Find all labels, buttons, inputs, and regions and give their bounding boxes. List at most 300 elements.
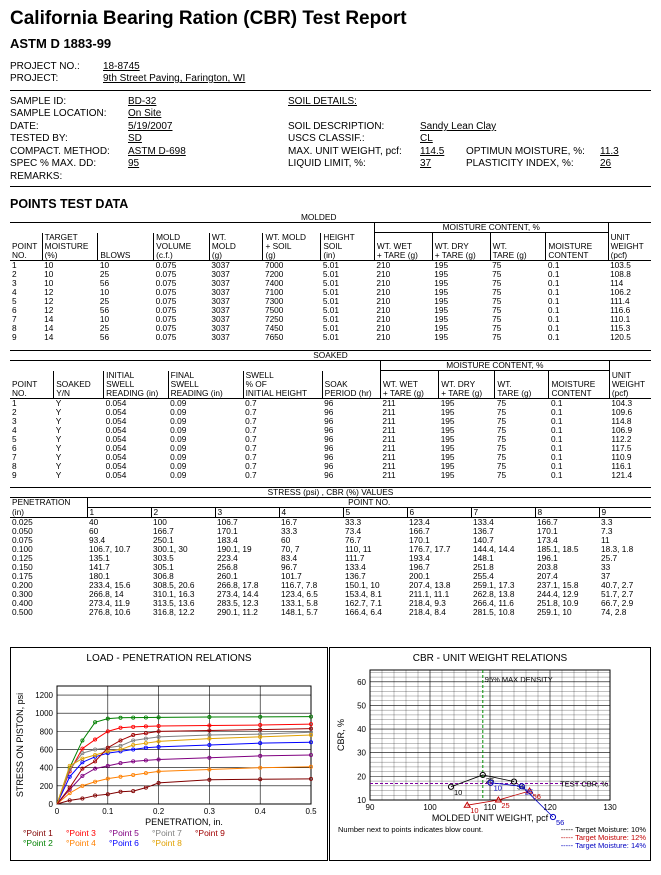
stress-cell: 166.7	[409, 526, 430, 536]
y-tick-label: 200	[39, 781, 53, 791]
molded-cell: 0.1	[547, 322, 560, 333]
legend-item: °Point 4	[66, 838, 96, 848]
blow-count-label: 25	[524, 787, 534, 797]
soaked-col-header: WT. TARE (g)	[495, 371, 549, 399]
compact-method: ASTM D-698	[128, 146, 186, 157]
molded-cell: 10	[99, 259, 110, 270]
molded-cell: 10	[44, 277, 54, 288]
legend-item: ----- Target Moisture: 10%	[560, 825, 646, 834]
stress-col-header: 3	[215, 508, 279, 518]
molded-cell: 10	[99, 286, 110, 297]
stress-cell: 308.5, 20.6	[153, 580, 195, 590]
stress-cell: 0.050	[12, 526, 33, 536]
soaked-cell: 106.9	[611, 424, 633, 435]
stress-cell: 110, 11	[345, 544, 372, 554]
soaked-cell: 0.09	[170, 415, 187, 426]
soaked-cell: 0.7	[245, 424, 257, 435]
molded-cell: 210	[376, 268, 391, 279]
soaked-cell: Y	[55, 451, 62, 462]
molded-cell: 7	[12, 313, 17, 324]
stress-cell: 116.7, 7.8	[281, 580, 318, 590]
soaked-row	[10, 471, 651, 480]
molded-cell: 195	[434, 295, 449, 306]
soaked-cell: 0.09	[170, 433, 187, 444]
divider	[10, 186, 651, 187]
molded-cell: 0.075	[155, 286, 177, 297]
liquid-limit: 37	[420, 158, 432, 169]
molded-cell: 1	[12, 259, 17, 270]
stress-cell: 144.4, 14.4	[473, 544, 515, 554]
stress-cell: 153.4, 8.1	[345, 589, 382, 599]
blow-count-label: 56	[532, 792, 541, 802]
stress-cell: 218.4, 9.3	[409, 598, 446, 608]
sample-location: On Site	[128, 108, 162, 119]
stress-cell: 0.100	[12, 544, 33, 554]
stress-col-header: 2	[151, 508, 215, 518]
soaked-cell: 195	[440, 451, 455, 462]
x-axis-label: MOLDED UNIT WEIGHT, pcf	[431, 813, 549, 823]
legend-item: °Point 5	[109, 828, 139, 838]
stress-cell: 3.3	[601, 517, 613, 527]
soaked-cell: 211	[382, 433, 396, 444]
soaked-cell: 75	[496, 451, 507, 462]
soaked-col-header: POINT NO.	[10, 371, 54, 399]
remarks-label: REMARKS:	[10, 171, 63, 182]
molded-cell: 0.1	[547, 259, 560, 270]
soaked-cell: 5	[12, 433, 17, 444]
stress-cell: 0.200	[12, 580, 33, 590]
blow-count-label: 56	[517, 782, 526, 792]
project-no: 18-8745	[103, 61, 140, 72]
soaked-cell: 0.1	[550, 442, 563, 453]
molded-cell: 195	[434, 322, 449, 333]
soaked-cell: 96	[324, 415, 334, 426]
x-axis-label: PENETRATION, in.	[145, 817, 223, 827]
y-tick-label: 20	[357, 772, 366, 782]
molded-moisture-group: MOISTURE CONTENT, %	[374, 223, 608, 233]
soaked-cell: 0.09	[170, 451, 187, 462]
stress-cell: 133.4	[345, 562, 366, 572]
molded-col-header: POINT NO.	[10, 233, 42, 261]
stress-cell: 166.4, 6.4	[345, 607, 382, 617]
molded-cell: 7300	[264, 295, 284, 306]
date-label: DATE:	[10, 121, 39, 132]
soaked-cell: 0.09	[170, 460, 187, 471]
stress-cell: 123.4, 6.5	[281, 589, 318, 599]
soaked-cell: 0.7	[245, 469, 257, 480]
stress-cell: 193.4	[409, 553, 430, 563]
molded-cell: 75	[492, 286, 502, 297]
soaked-cell: 195	[440, 415, 455, 426]
x-tick-label: 0.1	[102, 807, 114, 816]
stress-cell: 283.5, 12.3	[217, 598, 259, 608]
soaked-cell: 0.054	[105, 469, 127, 480]
soaked-cell: 0.1	[550, 433, 563, 444]
stress-cell: 111.7	[345, 553, 365, 563]
chart-note: Number next to points indicates blow count.	[338, 825, 484, 834]
stress-cell: 40.7, 2.7	[601, 580, 634, 590]
legend-item: ----- Target Moisture: 14%	[560, 841, 646, 850]
blow-count-label: 10	[470, 806, 479, 816]
legend-item: °Point 6	[109, 838, 139, 848]
molded-row	[10, 333, 651, 342]
soaked-cell: 0.7	[245, 406, 257, 417]
stress-cell: 170.1	[409, 535, 430, 545]
stress-cell: 0.125	[12, 553, 33, 563]
molded-cell: 8	[12, 322, 17, 333]
stress-cell: 176.7, 17.7	[409, 544, 451, 554]
cbr-unit-weight-panel	[329, 647, 651, 861]
opt-moisture: 11.3	[600, 146, 619, 157]
stress-cell: 183.4	[217, 535, 238, 545]
molded-cell: 108.8	[610, 268, 631, 279]
stress-cell: 33.3	[345, 517, 362, 527]
legend-item: °Point 1	[23, 828, 53, 838]
pen-unit: (in)	[10, 508, 87, 518]
stress-cell: 259.1, 10	[537, 607, 572, 617]
molded-col-header: TARGET MOISTURE (%)	[42, 233, 98, 261]
soaked-cell: 0.7	[245, 415, 257, 426]
molded-cell: 3037	[211, 286, 230, 297]
stress-cell: 136.7	[345, 571, 366, 581]
soaked-cell: 0.054	[105, 433, 127, 444]
y-tick-label: 400	[39, 763, 53, 773]
molded-cell: 195	[434, 331, 449, 342]
molded-cell: 5.01	[322, 295, 339, 306]
stress-cell: 133.4	[473, 517, 494, 527]
y-tick-label: 60	[357, 677, 366, 687]
stress-cell: 150.1, 10	[345, 580, 380, 590]
soaked-cell: Y	[55, 460, 62, 471]
soaked-cell: Y	[55, 442, 62, 453]
soaked-cell: 211	[382, 460, 396, 471]
soaked-cell: 0.1	[550, 460, 563, 471]
molded-cell: 10	[44, 268, 54, 279]
stress-cell: 51.7, 2.7	[601, 589, 634, 599]
x-tick-label: 90	[365, 803, 375, 812]
legend-item: °Point 7	[152, 828, 182, 838]
molded-cell: 0.1	[547, 331, 560, 342]
soaked-col-header: SOAKED Y/N	[54, 371, 104, 399]
stress-cell: 255.4	[473, 571, 494, 581]
soaked-cell: 75	[496, 415, 507, 426]
soaked-cell: Y	[55, 469, 62, 480]
molded-cell: 114	[610, 277, 624, 288]
stress-cell: 40	[89, 517, 99, 527]
soaked-cell: 75	[496, 406, 507, 417]
molded-cell: 12	[44, 304, 54, 315]
molded-cell: 14	[44, 322, 54, 333]
soaked-cell: 96	[324, 406, 334, 417]
stress-cell: 266.8, 17.8	[217, 580, 259, 590]
soaked-cell: 75	[496, 442, 507, 453]
soaked-cell: 0.09	[170, 406, 187, 417]
molded-cell: 75	[492, 268, 502, 279]
blow-count-label: 56	[556, 818, 565, 828]
stress-cell: 310.1, 16.3	[153, 589, 195, 599]
stress-cell: 93.4	[89, 535, 106, 545]
x-tick-label: 0	[54, 807, 60, 816]
molded-cell: 56	[99, 277, 110, 288]
stress-cell: 276.8, 10.6	[89, 607, 131, 617]
molded-cell: 9	[12, 331, 17, 342]
load-penetration-panel	[10, 647, 328, 861]
soaked-cell: 114.8	[611, 415, 632, 426]
soaked-cell: 195	[440, 397, 455, 408]
stress-cell: 173.4	[537, 535, 558, 545]
molded-cell: 195	[434, 286, 449, 297]
stress-cell: 60	[281, 535, 291, 545]
stress-cell: 207.4, 13.8	[409, 580, 451, 590]
tested-by-label: TESTED BY:	[10, 133, 68, 144]
soaked-cell: 211	[382, 406, 396, 417]
molded-cell: 103.5	[610, 259, 631, 270]
molded-cell: 5.01	[322, 259, 339, 270]
stress-cell: 185.1, 18.5	[537, 544, 579, 554]
soaked-cell: 0.09	[170, 397, 187, 408]
stress-cell: 33	[601, 562, 611, 572]
molded-cell: 6	[12, 304, 17, 315]
soaked-cell: 0.7	[245, 442, 257, 453]
blow-count-label: 10	[493, 783, 502, 793]
soaked-cell: 195	[440, 460, 455, 471]
divider	[10, 90, 651, 91]
soaked-cell: 0.054	[105, 424, 127, 435]
stress-cell: 101.7	[281, 571, 302, 581]
molded-cell: 7450	[264, 322, 284, 333]
plasticity-index-label: PLASTICITY INDEX, %:	[466, 158, 574, 169]
x-tick-label: 130	[603, 803, 617, 812]
stress-cell: 25.7	[601, 553, 618, 563]
y-tick-label: 1000	[35, 709, 53, 719]
sample-id: BD-32	[128, 96, 157, 107]
soaked-cell: 0.09	[170, 442, 187, 453]
soaked-cell: 116.1	[611, 460, 632, 471]
molded-cell: 0.075	[155, 295, 177, 306]
stress-cell: 136.7	[473, 526, 494, 536]
soaked-cell: 9	[12, 469, 17, 480]
stress-cell: 207.4	[537, 571, 558, 581]
stress-cell: 237.1, 15.8	[537, 580, 579, 590]
soaked-cell: 75	[496, 460, 507, 471]
max-unit-weight: 114.5	[420, 146, 445, 157]
y-tick-label: 0	[48, 800, 53, 809]
molded-cell: 210	[376, 322, 391, 333]
molded-cell: 0.1	[547, 313, 560, 324]
molded-cell: 0.075	[155, 277, 177, 288]
stress-cell: 190.1, 19	[217, 544, 252, 554]
stress-cell: 313.5, 13.6	[153, 598, 195, 608]
stress-cell: 260.1	[217, 571, 238, 581]
stress-cell: 133.1, 5.8	[281, 598, 318, 608]
molded-col-header: WT. MOLD + SOIL (g)	[263, 233, 321, 261]
stress-cell: 66.7, 2.9	[601, 598, 634, 608]
stress-cell: 106.7	[217, 517, 238, 527]
soaked-cell: Y	[55, 433, 62, 444]
liquid-limit-label: LIQUID LIMIT, %:	[288, 158, 366, 169]
molded-cell: 210	[376, 295, 391, 306]
molded-cell: 75	[492, 322, 502, 333]
molded-col-header: WT. TARE (g)	[490, 233, 546, 261]
spec-value: 95	[128, 158, 140, 169]
molded-cell: 3037	[211, 277, 230, 288]
chart-title: LOAD - PENETRATION RELATIONS	[86, 653, 252, 664]
molded-cell: 25	[99, 295, 110, 306]
soaked-cell: 96	[324, 442, 334, 453]
soaked-cell: 0.7	[245, 397, 257, 408]
soaked-col-header: WT. DRY + TARE (g)	[439, 371, 495, 399]
stress-cell: 273.4, 11.9	[89, 598, 130, 608]
stress-cell: 0.175	[12, 571, 33, 581]
stress-cell: 251.8, 10.9	[537, 598, 579, 608]
molded-cell: 195	[434, 313, 449, 324]
soaked-cell: 211	[382, 469, 396, 480]
soaked-cell: 0.09	[170, 424, 187, 435]
stress-cell: 233.4, 15.6	[89, 580, 131, 590]
stress-cell: 244.4, 12.9	[537, 589, 579, 599]
stress-col-header: 6	[407, 508, 471, 518]
molded-cell: 3	[12, 277, 17, 288]
molded-cell: 7250	[264, 313, 284, 324]
molded-cell: 5.01	[322, 304, 339, 315]
soaked-cell: 110.9	[611, 451, 632, 462]
molded-col-header: WT. MOLD (g)	[209, 233, 263, 261]
project-no-label: PROJECT NO.:	[10, 61, 80, 72]
soil-details-label: SOIL DETAILS:	[288, 96, 357, 107]
molded-cell: 5	[12, 295, 17, 306]
molded-cell: 5.01	[322, 277, 339, 288]
molded-cell: 210	[376, 259, 391, 270]
cbr-unit-weight-chart	[330, 648, 650, 860]
stress-cell: 218.4, 8.4	[409, 607, 446, 617]
soaked-cell: 7	[12, 451, 17, 462]
molded-cell: 0.075	[155, 313, 177, 324]
molded-cell: 0.1	[547, 277, 560, 288]
stress-cell: 203.8	[537, 562, 558, 572]
stress-cell: 316.8, 12.2	[153, 607, 195, 617]
soaked-cell: 0.7	[245, 451, 257, 462]
soaked-cell: 0.1	[550, 397, 563, 408]
soaked-cell: 96	[324, 397, 334, 408]
molded-cell: 110.1	[610, 313, 631, 324]
stress-cell: 273.4, 14.4	[217, 589, 259, 599]
molded-col-header: UNIT WEIGHT (pcf)	[608, 233, 651, 261]
stress-cell: 170.1	[537, 526, 558, 536]
stress-col-header: 1	[87, 508, 151, 518]
stress-cell: 16.7	[281, 517, 298, 527]
molded-cell: 7400	[264, 277, 284, 288]
tested-by: SD	[128, 133, 142, 144]
soaked-cell: 121.4	[611, 469, 633, 480]
molded-cell: 5.01	[322, 322, 339, 333]
stress-cell: 281.5, 10.8	[473, 607, 515, 617]
molded-cell: 195	[434, 268, 449, 279]
molded-cell: 7500	[264, 304, 284, 315]
spec-label: SPEC % MAX. DD:	[10, 158, 97, 169]
molded-cell: 10	[44, 259, 54, 270]
stress-cell: 141.7	[89, 562, 110, 572]
y-tick-label: 10	[357, 796, 366, 805]
molded-cell: 3037	[211, 331, 230, 342]
soaked-cell: Y	[55, 415, 62, 426]
soaked-cell: 75	[496, 469, 507, 480]
penetration-label: PENETRATION	[12, 497, 71, 507]
molded-cell: 3037	[211, 295, 230, 306]
soaked-cell: 195	[440, 424, 455, 435]
stress-cell: 33.3	[281, 526, 298, 536]
molded-col-header: MOLD VOLUME (c.f.)	[154, 233, 210, 261]
molded-cell: 75	[492, 304, 502, 315]
soaked-cell: 0.054	[105, 460, 127, 471]
stress-cell: 60	[89, 526, 99, 536]
molded-cell: 56	[99, 304, 110, 315]
molded-col-header: MOISTURE CONTENT	[546, 233, 608, 261]
soaked-cell: 96	[324, 460, 334, 471]
stress-cell: 196.7	[409, 562, 430, 572]
soaked-cell: 0.054	[105, 442, 127, 453]
stress-col-header: 5	[343, 508, 407, 518]
stress-cell: 135.1	[89, 553, 110, 563]
molded-cell: 106.2	[610, 286, 631, 297]
stress-cell: 170.1	[217, 526, 238, 536]
molded-cell: 7000	[264, 259, 284, 270]
y-tick-label: 1200	[35, 691, 53, 701]
soil-desc: Sandy Lean Clay	[420, 121, 497, 132]
soaked-cell: 0.1	[550, 415, 563, 426]
stress-cell: 251.8	[473, 562, 494, 572]
sample-location-label: SAMPLE LOCATION:	[10, 108, 107, 119]
stress-cell: 266.8, 14	[89, 589, 124, 599]
molded-cell: 195	[434, 304, 449, 315]
molded-cell: 210	[376, 304, 391, 315]
soaked-cell: 96	[324, 469, 334, 480]
soaked-cell: 8	[12, 460, 17, 471]
molded-cell: 195	[434, 277, 449, 288]
molded-cell: 75	[492, 331, 502, 342]
molded-cell: 7200	[264, 268, 284, 279]
max-unit-weight-label: MAX. UNIT WEIGHT, pcf:	[288, 146, 402, 157]
soaked-cell: 104.3	[611, 397, 633, 408]
soil-desc-label: SOIL DESCRIPTION:	[288, 121, 385, 132]
soaked-moisture-group: MOISTURE CONTENT, %	[380, 361, 609, 371]
compact-method-label: COMPACT. METHOD:	[10, 146, 110, 157]
stress-cell: 11	[601, 535, 610, 545]
soaked-cell: 0.1	[550, 424, 563, 435]
blow-count-label: 25	[501, 801, 510, 810]
stress-cell: 196.1	[537, 553, 558, 563]
stress-table	[10, 487, 651, 617]
stress-cell: 0.400	[12, 598, 33, 608]
stress-cell: 0.300	[12, 589, 33, 599]
x-tick-label: 0.4	[254, 807, 266, 816]
molded-cell: 4	[12, 286, 17, 297]
soaked-cell: 195	[440, 406, 455, 417]
soaked-cell: 75	[496, 424, 507, 435]
soaked-cell: 117.5	[611, 442, 632, 453]
stress-cell: 100	[153, 517, 167, 527]
soaked-cell: 3	[12, 415, 17, 426]
stress-cell: 76.7	[345, 535, 362, 545]
molded-cell: 75	[492, 277, 502, 288]
soaked-cell: Y	[55, 406, 62, 417]
molded-cell: 0.075	[155, 268, 177, 279]
x-tick-label: 0.2	[153, 807, 165, 816]
project-name: 9th Street Paving, Farington, WI	[103, 73, 246, 84]
molded-cell: 0.1	[547, 286, 560, 297]
y-axis-label: STRESS ON PISTON, psi	[15, 692, 25, 798]
soaked-cell: 96	[324, 451, 334, 462]
stress-cell: 250.1	[153, 535, 174, 545]
